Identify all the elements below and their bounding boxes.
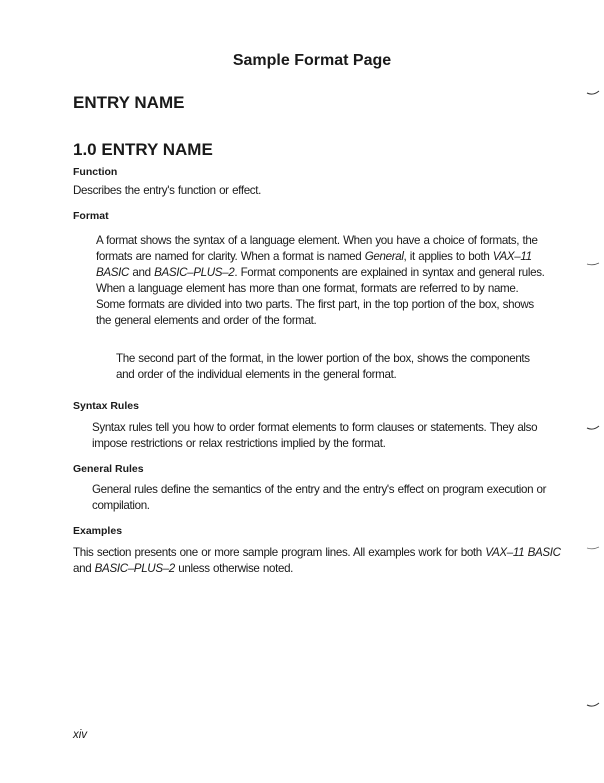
text-span: unless otherwise noted.	[174, 562, 294, 575]
general-rules-heading: General Rules	[73, 463, 144, 475]
text-line	[96, 265, 545, 281]
text-line	[73, 545, 561, 561]
text-line	[96, 249, 532, 265]
syntax-rules-heading: Syntax Rules	[73, 400, 139, 412]
italic-term: BASIC	[96, 266, 130, 279]
text-line: and order of the individual elements in the general format.	[116, 368, 397, 381]
page-number: xiv	[73, 729, 88, 741]
margin-mark-icon	[586, 702, 600, 708]
margin-mark-icon	[586, 261, 600, 267]
text-span: formats are named for clarity. When a format is named	[96, 250, 365, 263]
text-span: and	[73, 562, 95, 575]
examples-heading: Examples	[73, 525, 123, 537]
margin-mark-icon	[586, 425, 600, 431]
italic-term: VAX–11 BASIC	[485, 546, 561, 559]
format-heading: Format	[73, 210, 109, 222]
function-text: Describes the entry's function or effect.	[73, 184, 261, 197]
entry-heading: ENTRY NAME	[73, 93, 185, 112]
italic-term: BASIC–PLUS–2	[154, 266, 235, 279]
text-span: and	[129, 266, 155, 279]
page-title: Sample Format Page	[232, 52, 392, 69]
section-heading: 1.0 ENTRY NAME	[73, 140, 213, 159]
margin-mark-icon	[586, 545, 600, 551]
margin-mark-icon	[586, 90, 600, 96]
text-span: This section presents one or more sample program lines. All examples work for both	[73, 546, 486, 559]
function-heading: Function	[73, 166, 118, 178]
text-line: A format shows the syntax of a language element. When you have a choice of formats, the	[96, 234, 538, 247]
text-span: , it applies to both	[403, 250, 493, 263]
text-line: General rules define the semantics of the entry and the entry's effect on program execution or	[92, 483, 547, 496]
text-line: compilation.	[92, 499, 150, 512]
italic-term: VAX–11	[492, 250, 532, 263]
text-line	[73, 561, 293, 577]
text-line: When a language element has more than one format, formats are referred to by name.	[96, 282, 519, 295]
text-line: the general elements and order of the format.	[96, 314, 317, 327]
text-line: Some formats are divided into two parts. The first part, in the top portion of the box, shows	[96, 298, 534, 311]
text-span: . Format components are explained in syntax and general rules.	[234, 266, 545, 279]
text-line: impose restrictions or relax restrictions implied by the format.	[92, 437, 386, 450]
italic-term: General	[364, 250, 404, 263]
text-line: The second part of the format, in the lower portion of the box, shows the components	[116, 352, 530, 365]
text-line: Syntax rules tell you how to order format elements to form clauses or statements. They also	[92, 421, 538, 434]
italic-term: BASIC–PLUS–2	[94, 562, 175, 575]
